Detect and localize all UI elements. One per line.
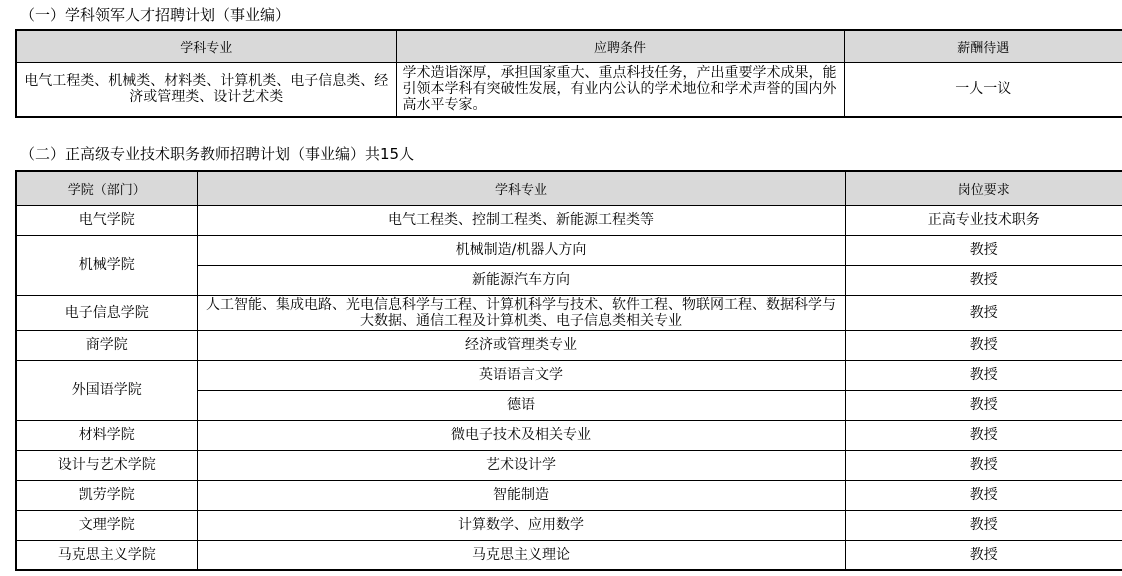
header-subject: 学科专业 xyxy=(197,171,845,205)
cell-subject: 英语语言文学 xyxy=(197,360,845,390)
cell-conditions: 学术造诣深厚，承担国家重大、重点科技任务，产出重要学术成果，能引领本学科有突破性发展，有业内公认的学术地位和学术声誉的国内外高水平专家。 xyxy=(396,62,844,117)
cell-subject: 计算数学、应用数学 xyxy=(197,510,845,540)
cell-salary: 一人一议 xyxy=(844,62,1122,117)
table-row xyxy=(16,420,1122,450)
cell-subject: 微电子技术及相关专业 xyxy=(197,420,845,450)
cell-subject: 马克思主义理论 xyxy=(197,540,845,570)
cell-requirement: 正高专业技术职务 xyxy=(845,205,1122,235)
cell-subject: 智能制造 xyxy=(197,480,845,510)
cell-requirement: 教授 xyxy=(845,235,1122,265)
cell-college: 材料学院 xyxy=(16,420,197,450)
header-salary: 薪酬待遇 xyxy=(844,30,1122,62)
table-row xyxy=(16,510,1122,540)
cell-requirement: 教授 xyxy=(845,265,1122,295)
table-header-row xyxy=(16,30,1122,62)
cell-subject: 新能源汽车方向 xyxy=(197,265,845,295)
table-row xyxy=(16,235,1122,265)
cell-subject: 德语 xyxy=(197,390,845,420)
table-row xyxy=(16,540,1122,570)
table-row xyxy=(16,295,1122,330)
table-header-row xyxy=(16,171,1122,205)
cell-requirement: 教授 xyxy=(845,295,1122,330)
cell-subject: 人工智能、集成电路、光电信息科学与工程、计算机科学与技术、软件工程、物联网工程、数据科学与大数据、通信工程及计算机类、电子信息类相关专业 xyxy=(197,295,845,330)
section-2-title: （二）正高级专业技术职务教师招聘计划（事业编）共15人 xyxy=(20,145,415,163)
table-row xyxy=(16,330,1122,360)
cell-requirement: 教授 xyxy=(845,330,1122,360)
cell-college: 文理学院 xyxy=(16,510,197,540)
cell-requirement: 教授 xyxy=(845,480,1122,510)
table-row xyxy=(16,205,1122,235)
header-conditions: 应聘条件 xyxy=(396,30,844,62)
table-row xyxy=(16,62,1122,117)
header-subject: 学科专业 xyxy=(16,30,396,62)
cell-subject: 经济或管理类专业 xyxy=(197,330,845,360)
cell-requirement: 教授 xyxy=(845,420,1122,450)
cell-college: 机械学院 xyxy=(16,235,197,295)
table-row xyxy=(16,480,1122,510)
cell-subject: 艺术设计学 xyxy=(197,450,845,480)
cell-college: 凯劳学院 xyxy=(16,480,197,510)
cell-college: 外国语学院 xyxy=(16,360,197,420)
cell-college: 电子信息学院 xyxy=(16,295,197,330)
section-1-title: （一）学科领军人才招聘计划（事业编） xyxy=(20,6,291,24)
cell-college: 商学院 xyxy=(16,330,197,360)
cell-requirement: 教授 xyxy=(845,510,1122,540)
header-college: 学院（部门） xyxy=(16,171,197,205)
table-row xyxy=(16,450,1122,480)
cell-subject: 电气工程类、机械类、材料类、计算机类、电子信息类、经济或管理类、设计艺术类 xyxy=(16,62,396,117)
cell-subject: 机械制造/机器人方向 xyxy=(197,235,845,265)
cell-college: 电气学院 xyxy=(16,205,197,235)
cell-college: 马克思主义学院 xyxy=(16,540,197,570)
header-requirement: 岗位要求 xyxy=(845,171,1122,205)
cell-requirement: 教授 xyxy=(845,390,1122,420)
cell-subject: 电气工程类、控制工程类、新能源工程类等 xyxy=(197,205,845,235)
cell-college: 设计与艺术学院 xyxy=(16,450,197,480)
cell-requirement: 教授 xyxy=(845,360,1122,390)
professor-recruitment-table xyxy=(15,170,1122,571)
cell-requirement: 教授 xyxy=(845,450,1122,480)
cell-requirement: 教授 xyxy=(845,540,1122,570)
leading-talent-table xyxy=(15,29,1122,118)
table-row xyxy=(16,360,1122,390)
